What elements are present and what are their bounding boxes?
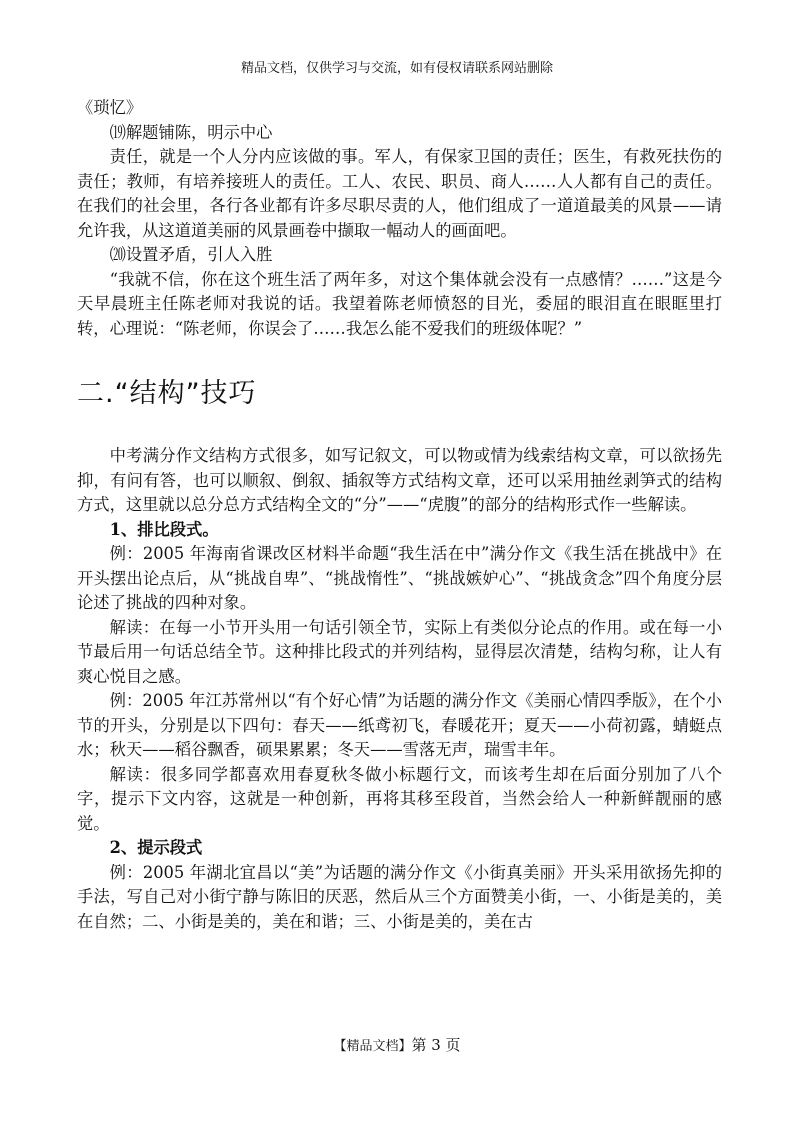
item-20-body: “我就不信，你在这个班生活了两年多，对这个集体就会没有一点感情？……”这是今天早晨班主任陈老师对我说的话。我望着陈老师愤怒的目光，委屈的眼泪直在眼眶里打转，心理说：“陈老师，你误会了……我怎么能不爱我们的班级体呢？” — [77, 269, 722, 338]
subsection-1-explanation-1: 解读：在每一小节开头用一句话引领全节，实际上有类似分论点的作用。或在每一小节最后用一句话总结全节。这种排比段式的并列结构，显得层次清楚，结构匀称，让人有爽心悦目之感。 — [77, 617, 722, 686]
section-2-intro: 中考满分作文结构方式很多，如写记叙文，可以物或情为线索结构文章，可以欲扬先抑，有问有答，也可以顺叙、倒叙、插叙等方式结构文章，还可以采用抽丝剥笋式的结构方式，这里就以总分总方式结构全文的“分”——“虎腹”的部分的结构形式作一些解读。 — [77, 446, 722, 514]
subsection-1-explanation-2: 解读：很多同学都喜欢用春夏秋冬做小标题行文，而该考生却在后面分别加了八个字，提示下文内容，这就是一种创新，再将其移至段首，当然会给人一种新鲜靓丽的感觉。 — [77, 764, 722, 833]
subsection-1-example-2: 例：2005 年江苏常州以“有个好心情”为话题的满分作文《美丽心情四季版》，在个小节的开头，分别是以下四句：春天——纸鸢初飞，春暖花开；夏天——小荷初露，蜻蜓点水；秋天——稻谷飘香，硕果累累；冬天——雪落无声，瑞雪丰年。 — [77, 691, 722, 759]
document-watermark-header: 精品文档，仅供学习与交流，如有侵权请联系网站删除 — [240, 61, 553, 76]
item-20-title: ⒇设置矛盾，引人入胜 — [109, 245, 273, 264]
article-title: 《琐忆》 — [77, 98, 143, 117]
subsection-2-title: 2、提示段式 — [109, 838, 203, 857]
page-content — [77, 96, 722, 934]
item-19-body: 责任，就是一个人分内应该做的事。军人，有保家卫国的责任；医生，有救死扶伤的责任；教师，有培养接班人的责任。工人、农民、职员、商人……人人都有自己的责任。在我们的社会里，各行各业都有许多尽职尽责的人，他们组成了一道道最美的风景——请允许我，从这道道美丽的风景画卷中撷取一幅动人的画面吧。 — [77, 147, 722, 240]
section-2-title: 二.“结构”技巧 — [77, 378, 257, 409]
footer-tag: 【精品文档】 — [333, 1039, 412, 1054]
subsection-1-title: 1、排比段式。 — [109, 519, 219, 539]
subsection-2-example-1: 例：2005 年湖北宜昌以“美”为话题的满分作文《小街真美丽》开头采用欲扬先抑的手法，写自己对小街宁静与陈旧的厌恶，然后从三个方面赞美小街，一、小街是美的，美在自然；二、小街是美的，美在和谐；三、小街是美的，美在古 — [77, 862, 722, 931]
item-19-title: ⒆解题铺陈，明示中心 — [109, 122, 273, 142]
page-footer — [0, 1034, 794, 1055]
page-number: 第 3 页 — [411, 1036, 461, 1054]
subsection-1-example-1: 例：2005 年海南省课改区材料半命题“我生活在中”满分作文《我生活在挑战中》在开头摆出论点后，从“挑战自卑”、“挑战惰性”、“挑战嫉妒心”、“挑战贪念”四个角度分层论述了挑战的四种对象。 — [77, 544, 722, 612]
